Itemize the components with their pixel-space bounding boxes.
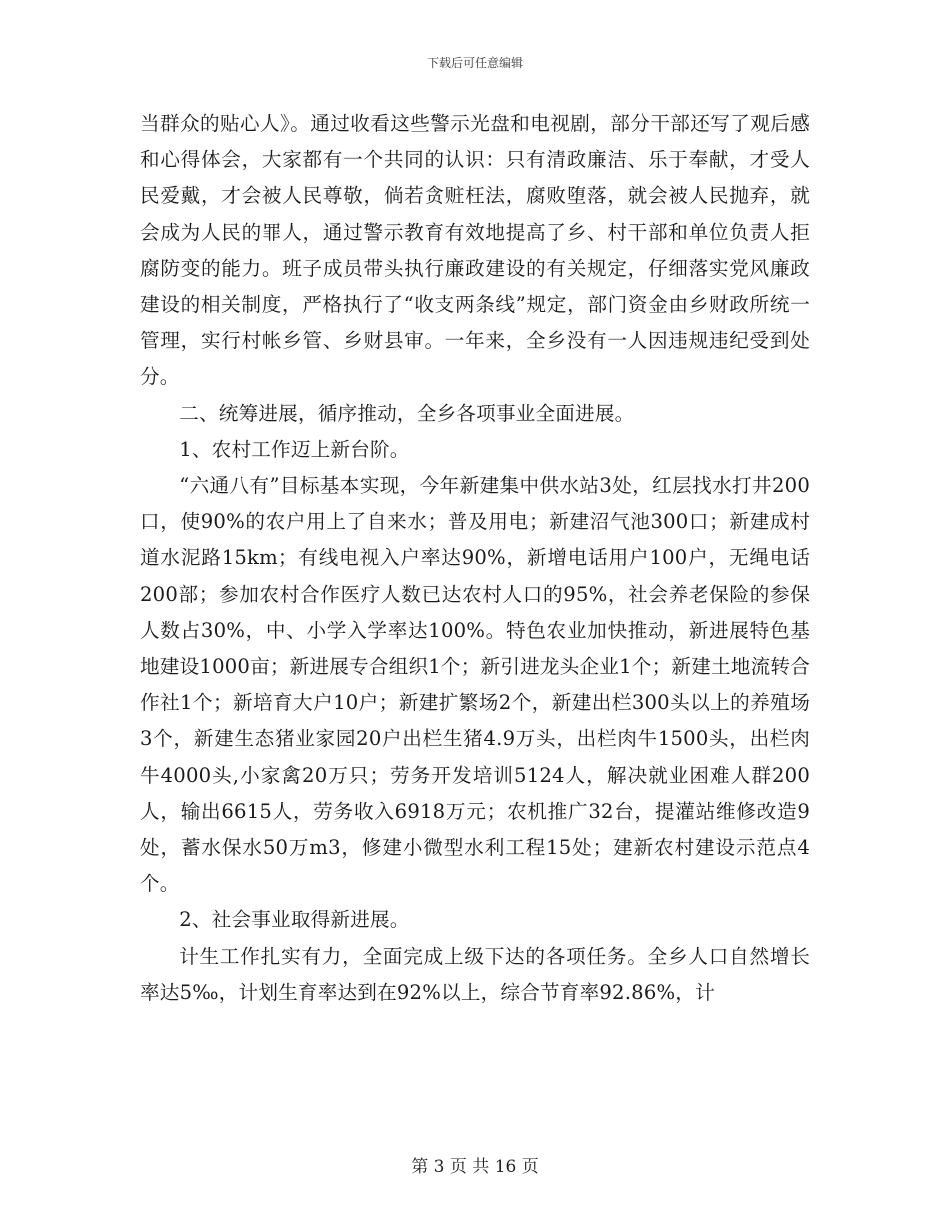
page-footer: 第 3 页 共 16 页 — [411, 1157, 539, 1177]
paragraph-1: 当群众的贴心人》。通过收看这些警示光盘和电视剧，部分干部还写了观后感和心得体会，大家都有一个共同的认识：只有清政廉洁、乐于奉献，才受人民爱戴，才会被人民尊敬，倘若贪赃枉法，腐败堕落，就会被人民抛弃，就会成为人民的罪人，通过警示教育有效地提高了乡、村干部和单位负责人拒腐防变的能力。班子成员带头执行廉政建设的有关规定，仔细落实党风廉政建设的相关制度，严格执行了“收支两条线”规定，部门资金由乡财政所统一管理，实行村帐乡管、乡财县审。一年来，全乡没有一人因违规违纪受到处分。 — [140, 112, 810, 389]
subsection-heading-1: 1、农村工作迈上新台阶。 — [179, 437, 410, 461]
page-header: 下载后可任意编辑 — [426, 56, 523, 70]
subsection-heading-2: 2、社会事业取得新进展。 — [179, 908, 410, 932]
paragraph-rural-work: “六通八有”目标基本实现，今年新建集中供水站3处，红层找水打井200口，使90%的农户用上了自来水；普及用电；新建沼气池300口；新建成村道水泥路15km；有线电视入户率达90%，新增电话用户100户，无绳电话200部；参加农村合作医疗人数已达农村人口的95%，社会养老保险的参保人数占30%，中、小学入学率达100%。特色农业加快推动，新进展特色基地建设1000亩；新进展专合组织1个；新引进龙头企业1个；新建土地流转合作社1个；新培育大户10户；新建扩繁场2个，新建出栏300头以上的养殖场3个，新建生态猪业家园20户出栏生猪4.9万头，出栏肉牛1500头，出栏肉牛4000头,小家禽20万只；劳务开发培训5124人，解决就业困难人群200人，输出6615人，劳务收入6918万元；农机推广32台，提灌站维修改造9处，蓄水保水50万m3，修建小微型水利工程15处；建新农村建设示范点4个。 — [140, 474, 810, 896]
document-body — [140, 106, 810, 1011]
section-heading-2: 二、统筹进展，循序推动，全乡各项事业全面进展。 — [179, 401, 635, 425]
paragraph-family-planning: 计生工作扎实有力，全面完成上级下达的各项任务。全乡人口自然增长率达5‰，计划生育率达到在92%以上，综合节育率92.86%，计 — [140, 944, 810, 1004]
